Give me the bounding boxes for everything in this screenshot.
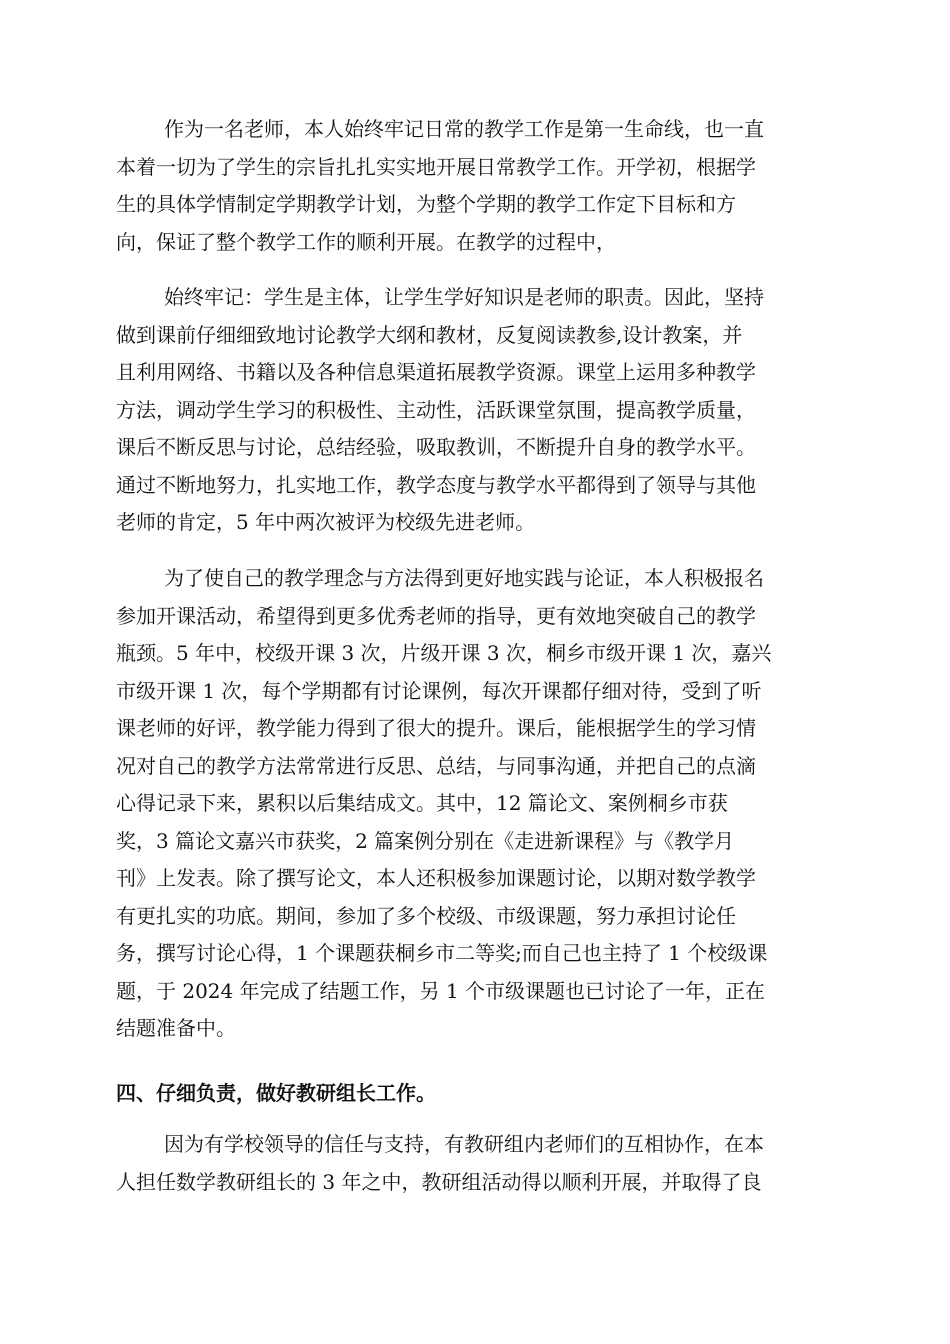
paragraph-line: 有更扎实的功底。期间，参加了多个校级、市级课题，努力承担讨论任 — [116, 903, 736, 928]
paragraph-line: 始终牢记：学生是主体，让学生学好知识是老师的职责。因此，坚持 — [164, 285, 764, 309]
paragraph-line: 且利用网络、书籍以及各种信息渠道拓展教学资源。课堂上运用多种教学 — [116, 360, 756, 384]
paragraph-line: 为了使自己的教学理念与方法得到更好地实践与论证，本人积极报名 — [164, 566, 764, 590]
paragraph-3 — [116, 560, 836, 1048]
paragraph-line: 课后不断反思与讨论，总结经验，吸取教训，不断提升自身的教学水平。 — [116, 435, 756, 459]
paragraph-1 — [116, 111, 836, 261]
paragraph-line: 结题准备中。 — [116, 1016, 236, 1040]
paragraph-line: 作为一名老师，本人始终牢记日常的教学工作是第一生命线，也一直 — [164, 117, 764, 141]
paragraph-line: 向，保证了整个教学工作的顺利开展。在教学的过程中， — [116, 229, 616, 254]
paragraph-4 — [116, 1126, 836, 1201]
paragraph-line: 课老师的好评，教学能力得到了很大的提升。课后，能根据学生的学习情 — [116, 716, 756, 740]
paragraph-line: 做到课前仔细细致地讨论教学大纲和教材，反复阅读教参,设计教案，并 — [116, 322, 743, 347]
paragraph-line: 瓶颈。5 年中，校级开课 3 次，片级开课 3 次，桐乡市级开课 1 次，嘉兴 — [116, 641, 772, 665]
paragraph-2 — [116, 279, 836, 542]
paragraph-line: 市级开课 1 次，每个学期都有讨论课例，每次开课都仔细对待，受到了听 — [116, 678, 762, 703]
paragraph-line: 人担任数学教研组长的 3 年之中，教研组活动得以顺利开展，并取得了良 — [116, 1169, 762, 1194]
paragraph-line: 本着一切为了学生的宗旨扎扎实实地开展日常教学工作。开学初，根据学 — [116, 154, 756, 179]
paragraph-line: 老师的肯定，5 年中两次被评为校级先进老师。 — [116, 510, 536, 534]
section-heading: 四、仔细负责，做好教研组长工作。 — [116, 1081, 436, 1105]
paragraph-line: 生的具体学情制定学期教学计划，为整个学期的教学工作定下目标和方 — [116, 192, 736, 216]
paragraph-line: 题，于 2024 年完成了结题工作，另 1 个市级课题也已讨论了一年，正在 — [116, 978, 766, 1003]
paragraph-line: 奖，3 篇论文嘉兴市获奖，2 篇案例分别在《走进新课程》与《教学月 — [116, 828, 735, 853]
paragraph-line: 刊》上发表。除了撰写论文，本人还积极参加课题讨论，以期对数学教学 — [116, 866, 756, 890]
paragraph-line: 心得记录下来，累积以后集结成文。其中，12 篇论文、案例桐乡市获 — [116, 791, 728, 815]
paragraph-line: 务，撰写讨论心得，1 个课题获桐乡市二等奖;而自己也主持了 1 个校级课 — [116, 941, 768, 965]
paragraph-line: 因为有学校领导的信任与支持，有教研组内老师们的互相协作，在本 — [164, 1132, 764, 1156]
paragraph-line: 方法，调动学生学习的积极性、主动性，活跃课堂氛围，提高教学质量， — [116, 397, 756, 422]
section-heading-block — [116, 1075, 836, 1113]
paragraph-line: 参加开课活动，希望得到更多优秀老师的指导，更有效地突破自己的教学 — [116, 603, 756, 628]
paragraph-line: 况对自己的教学方法常常进行反思、总结，与同事沟通，并把自己的点滴 — [116, 753, 756, 778]
paragraph-line: 通过不断地努力，扎实地工作，教学态度与教学水平都得到了领导与其他 — [116, 472, 756, 497]
